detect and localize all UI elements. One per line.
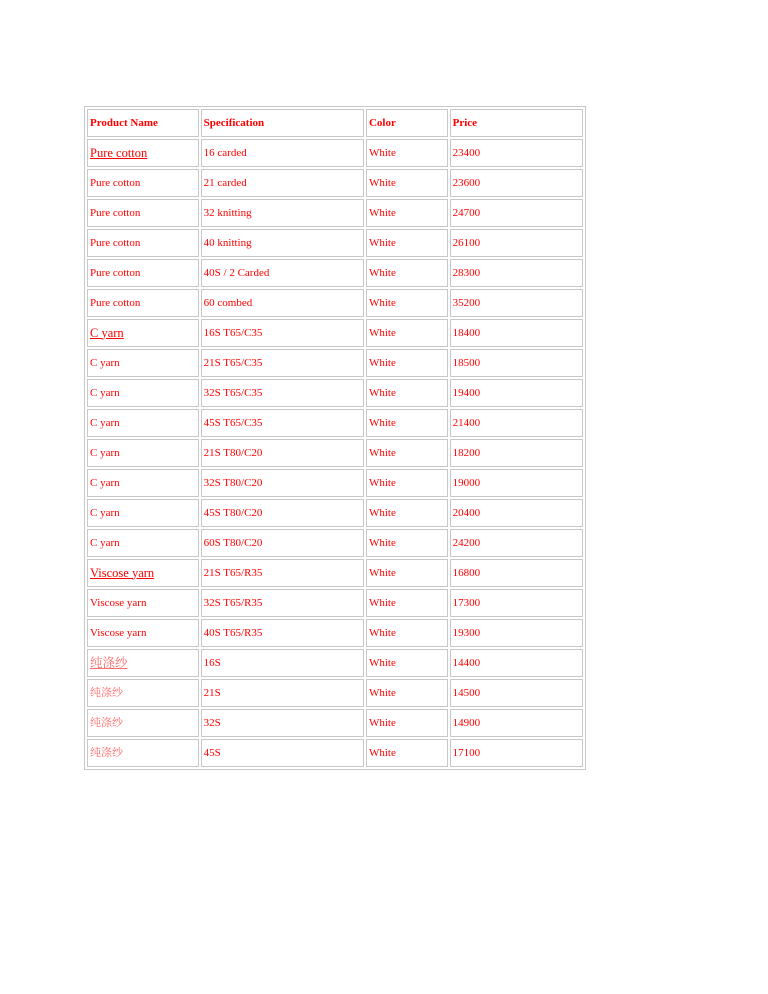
table-row [87,349,583,377]
product-link-c-yarn[interactable]: C yarn [90,325,124,340]
specification-cell: 16S [201,649,364,677]
specification-cell: 32S T80/C20 [201,469,364,497]
price-cell: 26100 [450,229,583,257]
table-row [87,379,583,407]
color-cell: White [366,409,448,437]
product-name-cell: C yarn [87,529,199,557]
table-row [87,529,583,557]
price-cell: 23400 [450,139,583,167]
specification-cell: 45S T65/C35 [201,409,364,437]
specification-cell: 16 carded [201,139,364,167]
color-cell: White [366,319,448,347]
specification-cell: 21S T65/C35 [201,349,364,377]
product-name-cell: Pure cotton [87,289,199,317]
product-name-cell: 纯涤纱 [87,739,199,767]
specification-cell: 32S T65/C35 [201,379,364,407]
product-link-pure-cotton[interactable]: Pure cotton [90,145,148,160]
color-cell: White [366,739,448,767]
product-name-cell: Pure cotton [87,229,199,257]
product-name-cell: Pure cotton [87,259,199,287]
table-row [87,589,583,617]
product-name-cell: 纯涤纱 [87,709,199,737]
price-cell: 23600 [450,169,583,197]
table-row [87,709,583,737]
specification-cell: 21 carded [201,169,364,197]
table-row [87,259,583,287]
table-row [87,169,583,197]
table-row [87,679,583,707]
table-row [87,739,583,767]
color-cell: White [366,559,448,587]
specification-cell: 40S T65/R35 [201,619,364,647]
product-price-table [84,106,586,770]
price-cell: 18400 [450,319,583,347]
product-name-cell [87,319,199,347]
color-cell: White [366,619,448,647]
color-cell: White [366,139,448,167]
table-row [87,229,583,257]
table-row [87,619,583,647]
color-cell: White [366,289,448,317]
product-name-cell [87,649,199,677]
specification-cell: 45S T80/C20 [201,499,364,527]
product-name-cell [87,139,199,167]
color-cell: White [366,199,448,227]
color-cell: White [366,259,448,287]
price-cell: 19400 [450,379,583,407]
table-row [87,559,583,587]
table-row [87,469,583,497]
price-cell: 18500 [450,349,583,377]
product-name-cell: C yarn [87,409,199,437]
table-row [87,319,583,347]
color-cell: White [366,439,448,467]
table-row [87,199,583,227]
specification-cell: 32 knitting [201,199,364,227]
table-row [87,499,583,527]
color-cell: White [366,529,448,557]
table-row [87,409,583,437]
color-cell: White [366,469,448,497]
price-cell: 14400 [450,649,583,677]
product-link-viscose-yarn[interactable]: Viscose yarn [90,565,155,580]
specification-cell: 32S [201,709,364,737]
specification-cell: 32S T65/R35 [201,589,364,617]
color-cell: White [366,349,448,377]
price-cell: 17300 [450,589,583,617]
product-name-cell: Viscose yarn [87,589,199,617]
product-name-cell: C yarn [87,469,199,497]
table-header-row [87,109,583,137]
product-name-cell: Viscose yarn [87,619,199,647]
specification-cell: 45S [201,739,364,767]
product-name-cell: C yarn [87,349,199,377]
price-cell: 28300 [450,259,583,287]
product-link-pure-polyester[interactable]: 纯涤纱 [90,655,128,670]
specification-cell: 21S T80/C20 [201,439,364,467]
table-row [87,649,583,677]
price-cell: 35200 [450,289,583,317]
price-cell: 16800 [450,559,583,587]
price-cell: 24200 [450,529,583,557]
color-cell: White [366,679,448,707]
table-row [87,289,583,317]
header-price: Price [450,109,583,137]
header-product-name: Product Name [87,109,199,137]
specification-cell: 16S T65/C35 [201,319,364,347]
table-row [87,139,583,167]
product-name-cell: 纯涤纱 [87,679,199,707]
color-cell: White [366,649,448,677]
product-name-cell: C yarn [87,379,199,407]
product-name-cell: Pure cotton [87,169,199,197]
price-cell: 19300 [450,619,583,647]
price-cell: 20400 [450,499,583,527]
price-cell: 19000 [450,469,583,497]
color-cell: White [366,379,448,407]
price-cell: 24700 [450,199,583,227]
color-cell: White [366,589,448,617]
price-cell: 21400 [450,409,583,437]
header-color: Color [366,109,448,137]
price-cell: 18200 [450,439,583,467]
specification-cell: 60S T80/C20 [201,529,364,557]
price-cell: 14900 [450,709,583,737]
specification-cell: 21S [201,679,364,707]
price-cell: 17100 [450,739,583,767]
product-name-cell: C yarn [87,439,199,467]
specification-cell: 60 combed [201,289,364,317]
color-cell: White [366,499,448,527]
header-specification: Specification [201,109,364,137]
color-cell: White [366,709,448,737]
specification-cell: 21S T65/R35 [201,559,364,587]
price-cell: 14500 [450,679,583,707]
color-cell: White [366,169,448,197]
product-name-cell: C yarn [87,499,199,527]
color-cell: White [366,229,448,257]
table-row [87,439,583,467]
specification-cell: 40S / 2 Carded [201,259,364,287]
specification-cell: 40 knitting [201,229,364,257]
product-name-cell [87,559,199,587]
product-name-cell: Pure cotton [87,199,199,227]
